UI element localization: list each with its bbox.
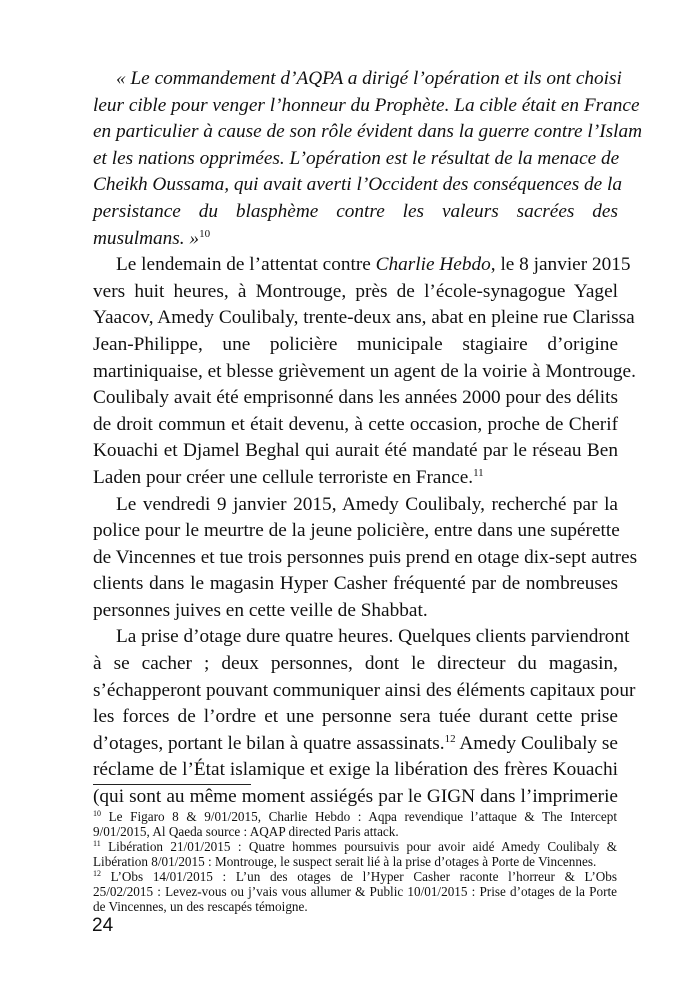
text-line: persistance du blasphème contre les valeurs sacrées des	[93, 200, 618, 222]
text-line	[93, 252, 631, 279]
page-number: 24	[92, 915, 114, 936]
footnotes	[93, 809, 617, 914]
footnote-number: 10	[93, 809, 101, 818]
quote-paragraph	[93, 66, 643, 252]
text-line: Kouachi et Djamel Beghal qui aurait été mandaté par le réseau Ben	[93, 440, 618, 462]
text: Libération 21/01/2015 : Quatre hommes poursuivis pour avoir aidé Amedy Coulibaly &	[108, 839, 617, 854]
text-line	[93, 869, 617, 884]
text-line: La prise d’otage dure quatre heures. Quelques clients parviendront	[116, 626, 630, 648]
text-line: de droit commun et était devenu, à cette occasion, proche de Cherif	[93, 413, 618, 435]
text-line: Cheikh Oussama, qui avait averti l’Occident des conséquences de la	[93, 174, 623, 196]
text-line: « Le commandement d’AQPA a dirigé l’opération et ils ont choisi	[116, 68, 622, 89]
paragraph	[93, 492, 638, 625]
text-line: de Vincennes et tue trois personnes puis prend en otage dix-sept autres	[93, 546, 638, 568]
text-line: de Vincennes, un des rescapés témoigne.	[93, 899, 308, 914]
text: Laden pour créer une cellule terroriste en France.	[93, 466, 474, 488]
text-line: réclame de l’État islamique et exige la libération des frères Kouachi	[93, 759, 618, 781]
footnote-separator	[93, 784, 251, 785]
text-line: Le vendredi 9 janvier 2015, Amedy Coulibaly, recherché par la	[116, 493, 618, 515]
text-line: Coulibaly avait été emprisonné dans les années 2000 pour des délits	[93, 387, 618, 409]
text-line: en particulier à cause de son rôle évident dans la guerre contre l’Islam	[93, 121, 643, 143]
text-line	[93, 839, 617, 854]
main-text	[93, 66, 643, 811]
text-line: leur cible pour venger l’honneur du Prophète. La cible était en France	[93, 94, 640, 116]
text-line: Jean-Philippe, une policière municipale stagiaire d’origine	[93, 333, 618, 355]
text-line: (qui sont au même moment assiégés par le GIGN dans l’imprimerie	[93, 786, 618, 808]
text: Amedy Coulibaly se	[459, 732, 618, 754]
text: , le 8 janvier 2015	[490, 254, 631, 276]
footnote	[93, 869, 617, 914]
text-line: 9/01/2015, Al Qaeda source : AQAP directed Paris attack.	[93, 824, 399, 839]
text-line: Yaacov, Amedy Coulibaly, trente-deux ans, abat en pleine rue Clarissa	[93, 307, 635, 329]
text: Le lendemain de l’attentat contre	[116, 254, 376, 276]
text-line: personnes juives en cette veille de Shabbat.	[93, 599, 428, 621]
text: Le Figaro 8 & 9/01/2015, Charlie Hebdo : Aqpa revendique l’attaque & The Intercept	[108, 809, 617, 824]
text-line: les forces de l’ordre et une personne sera tuée durant cette prise	[93, 706, 618, 728]
footnote	[93, 839, 617, 869]
text: L’Obs 14/01/2015 : L’un des otages de l’Hyper Casher raconte l’horreur & L’Obs	[110, 869, 618, 884]
footnote-ref: 11	[473, 466, 484, 479]
text-line: police pour le meurtre de la jeune policière, entre dans une supérette	[93, 520, 620, 542]
text-line: 25/02/2015 : Levez-vous ou j’vais vous allumer & Public 10/01/2015 : Prise d’otages de la Porte	[93, 884, 617, 899]
text-line: vers huit heures, à Montrouge, près de l’école-synagogue Yagel	[93, 280, 618, 302]
text-line	[93, 809, 617, 824]
footnote-ref: 12	[444, 732, 456, 745]
footnote-ref: 10	[199, 227, 211, 240]
text-line: Libération 8/01/2015 : Montrouge, le suspect serait lié à la prise d’otages à Porte de Vincennes.	[93, 854, 597, 869]
text-line: martiniquaise, et blesse grièvement un agent de la voirie à Montrouge.	[93, 360, 636, 382]
text-line: clients dans le magasin Hyper Casher fréquenté par de nombreuses	[93, 573, 618, 595]
text-line	[93, 465, 618, 492]
publication-title: Charlie Hebdo	[375, 254, 491, 276]
text-line: et les nations opprimées. L’opération est le résultat de la menace de	[93, 147, 620, 169]
text-line: s’échapperont pouvant communiquer ainsi des éléments capitaux pour	[93, 679, 636, 701]
footnote-number: 12	[93, 869, 101, 878]
footnote-number: 11	[93, 839, 101, 848]
text-line	[93, 226, 618, 253]
text: musulmans. »	[93, 227, 200, 249]
footnote	[93, 809, 617, 839]
text-line	[93, 731, 618, 758]
paragraph	[93, 252, 636, 491]
text-line: à se cacher ; deux personnes, dont le directeur du magasin,	[93, 653, 618, 675]
paragraph	[93, 624, 636, 810]
text: d’otages, portant le bilan à quatre assassinats.	[93, 732, 445, 754]
